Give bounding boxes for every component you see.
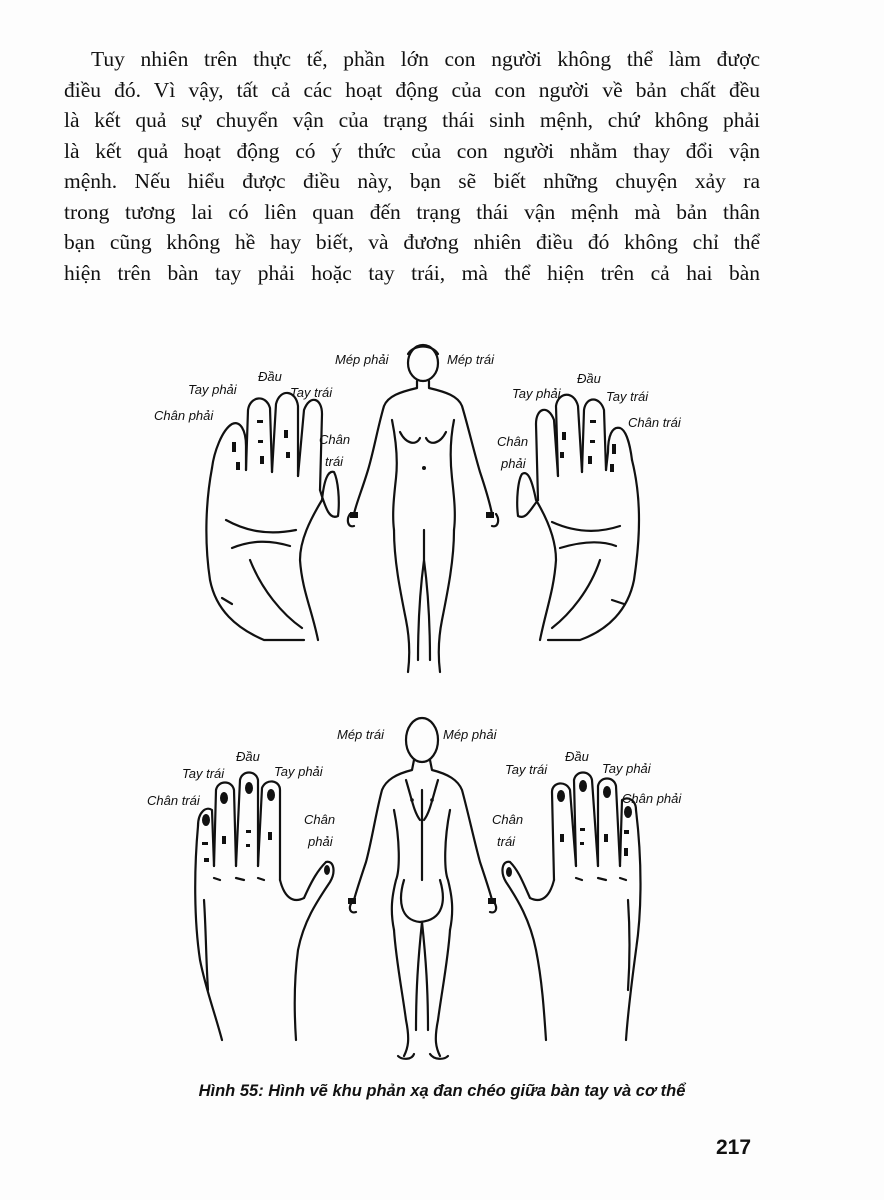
label-head: Đầu <box>565 749 589 764</box>
right-hand-back-markers <box>506 780 632 877</box>
body-paragraph <box>64 44 760 288</box>
label-left-leg: trái <box>497 834 516 849</box>
left-palm-drawing <box>206 393 338 640</box>
label-left-leg: Chân trái <box>147 793 200 808</box>
front-body-drawing <box>348 345 498 672</box>
label-mouth-right: Mép phải <box>443 727 497 742</box>
text-line: hiện trên bàn tay phải hoặc tay trái, mà thể hiện trên cả hai bàn <box>64 260 760 285</box>
label-head: Đầu <box>258 369 282 384</box>
text-line: điều đó. Vì vậy, tất cả các hoạt động của con người về bản chất đều <box>64 77 760 102</box>
text-line: là kết quả sự chuyển vận của trạng thái sinh mệnh, chứ không phải <box>64 108 760 132</box>
text-line: mệnh. Nếu hiểu được điều này, bạn sẽ biết những chuyện xảy ra <box>64 169 760 193</box>
label-right-leg: Chân <box>497 434 529 449</box>
right-hand-back-drawing <box>503 773 641 1041</box>
text-line: trong tương lai có liên quan đến trạng thái vận mệnh mà bản thân <box>64 199 760 224</box>
label-right-arm: Tay phải <box>274 764 323 779</box>
label-right-arm: Tay phải <box>602 761 651 776</box>
reflex-zone-figure <box>0 320 884 1080</box>
label-right-leg: phải <box>501 456 526 471</box>
text-line: bạn cũng không hề hay biết, và đương nhiên điều đó không chỉ thể <box>64 230 760 254</box>
label-right-arm: Tay phải <box>188 382 237 397</box>
left-hand-back-markers <box>202 782 330 875</box>
label-mouth-right: Mép phải <box>335 352 389 367</box>
figure-caption: Hình 55: Hình vẽ khu phản xạ đan chéo giữa bàn tay và cơ thể <box>198 1082 686 1100</box>
label-mouth-left: Mép trái <box>447 352 494 367</box>
label-left-arm: Tay trái <box>505 762 548 777</box>
label-left-leg: Chân <box>492 812 524 827</box>
text-line: là kết quả hoạt động có ý thức của con người nhằm thay đổi vận <box>64 138 760 163</box>
label-head: Đầu <box>236 749 260 764</box>
label-left-leg: trái <box>325 454 344 469</box>
label-right-leg: Chân <box>304 812 336 827</box>
back-body-drawing <box>350 718 496 1059</box>
label-left-leg: Chân trái <box>628 415 681 430</box>
front-body-markers <box>350 466 494 518</box>
label-right-arm: Tay phải <box>512 386 561 401</box>
label-left-arm: Tay trái <box>290 385 333 400</box>
label-left-arm: Tay trái <box>606 389 649 404</box>
page-number: 217 <box>716 1136 752 1159</box>
text-line: Tuy nhiên trên thực tế, phần lớn con người không thể làm được <box>91 47 760 71</box>
label-left-arm: Tay trái <box>182 766 225 781</box>
label-right-leg: Chân phải <box>622 791 682 806</box>
right-palm-drawing <box>517 395 639 640</box>
label-right-leg: phải <box>308 834 333 849</box>
label-head: Đầu <box>577 371 601 386</box>
label-mouth-left: Mép trái <box>337 727 384 742</box>
label-left-leg: Chân <box>319 432 351 447</box>
label-right-leg: Chân phải <box>154 408 214 423</box>
